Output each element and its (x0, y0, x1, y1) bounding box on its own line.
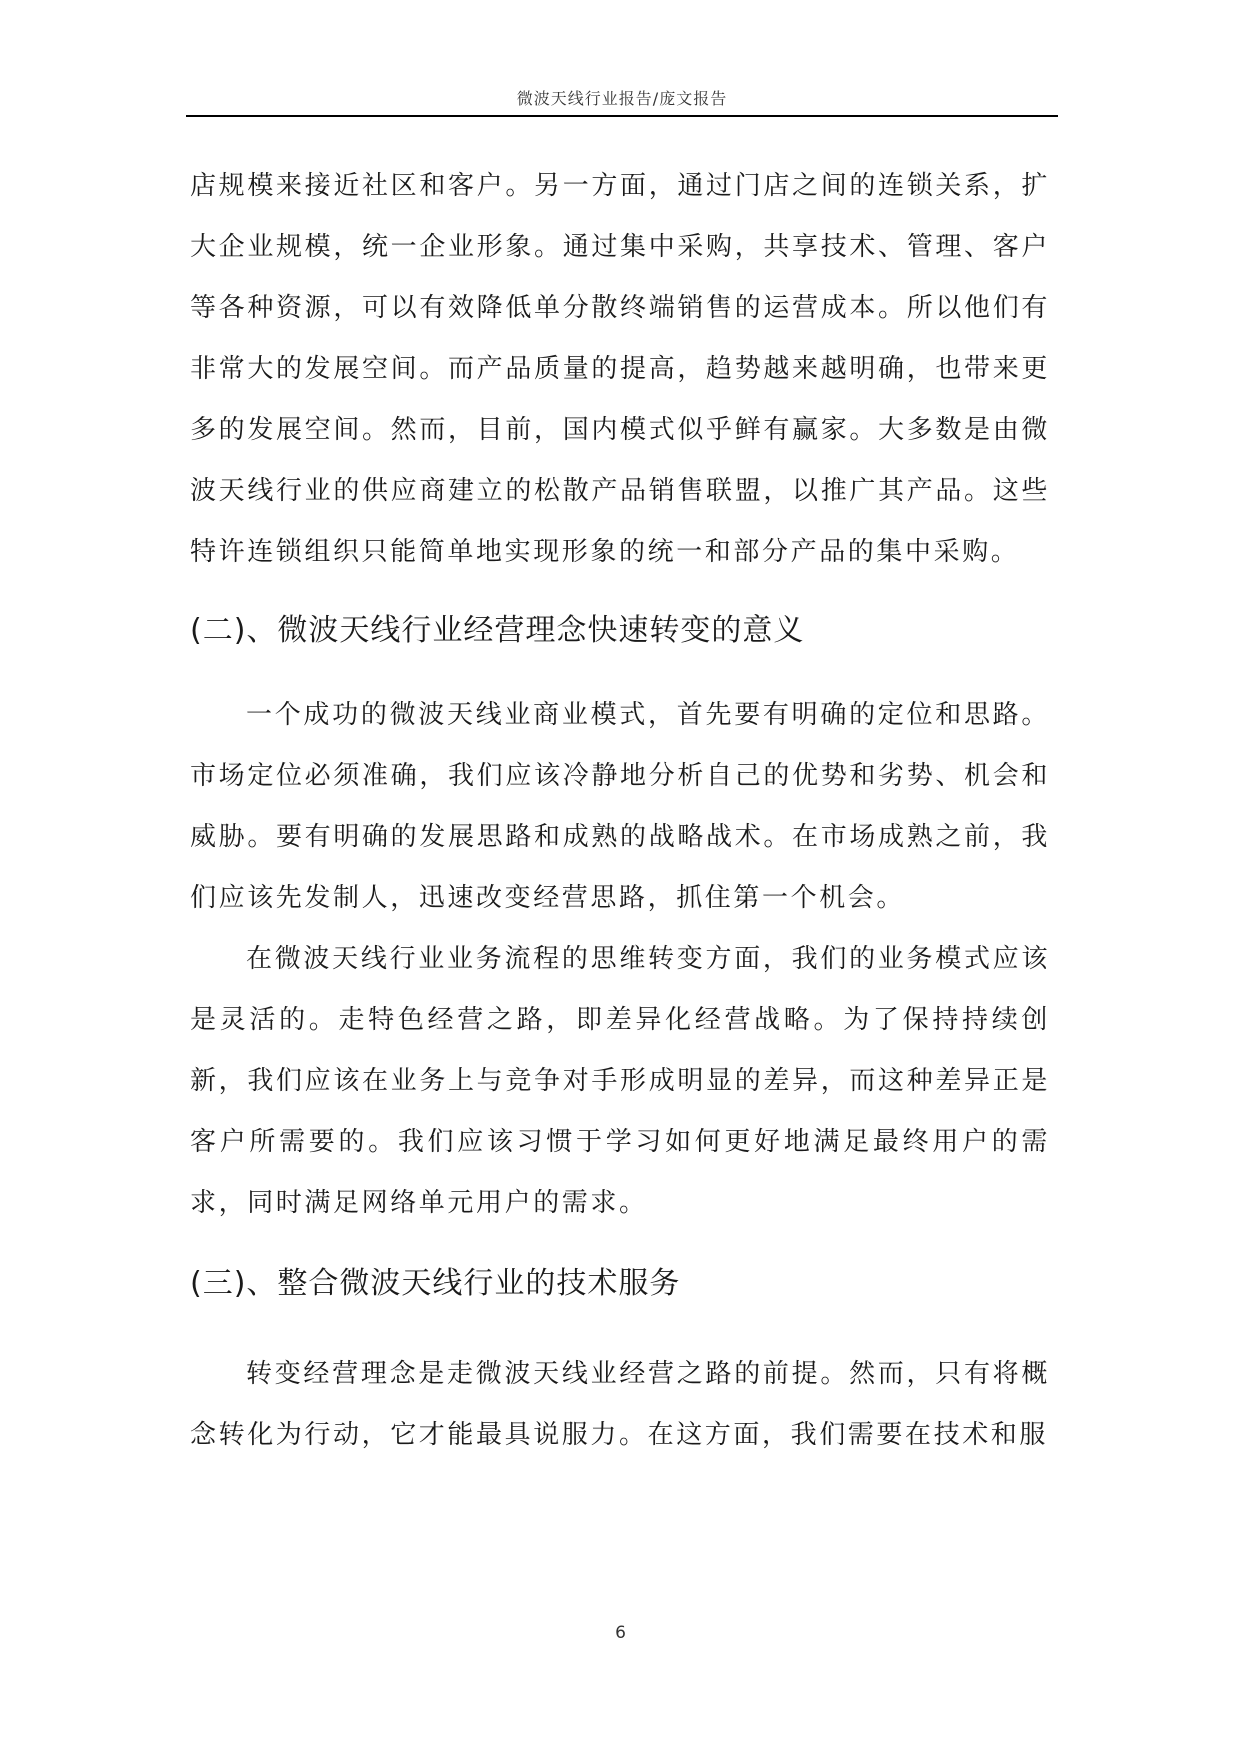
page-body (190, 156, 1050, 1466)
section2-paragraph-2: 在微波天线行业业务流程的思维转变方面，我们的业务模式应该是灵活的。走特色经营之路，即差异化经营战略。为了保持持续创新，我们应该在业务上与竞争对手形成明显的差异，而这种差异正是客户所需要的。我们应该习惯于学习如何更好地满足最终用户的需求，同时满足网络单元用户的需求。 (190, 944, 1050, 1218)
header-rule (186, 115, 1058, 117)
paragraph-continued: 店规模来接近社区和客户。另一方面，通过门店之间的连锁关系，扩大企业规模，统一企业形象。通过集中采购，共享技术、管理、客户等各种资源，可以有效降低单分散终端销售的运营成本。所以他们有非常大的发展空间。而产品质量的提高，趋势越来越明确，也带来更多的发展空间。然而，目前，国内模式似乎鲜有赢家。大多数是由微波天线行业的供应商建立的松散产品销售联盟，以推广其产品。这些特许连锁组织只能简单地实现形象的统一和部分产品的集中采购。 (190, 171, 1050, 567)
running-header: 微波天线行业报告/庞文报告 (516, 89, 728, 108)
section3-paragraph-1: 转变经营理念是走微波天线业经营之路的前提。然而，只有将概念转化为行动，它才能最具说服力。在这方面，我们需要在技术和服 (190, 1359, 1050, 1450)
section-heading-2: (二)、微波天线行业经营理念快速转变的意义 (190, 613, 805, 648)
page-number: 6 (615, 1623, 626, 1643)
section-heading-3: (三)、整合微波天线行业的技术服务 (190, 1266, 681, 1301)
section2-paragraph-1: 一个成功的微波天线业商业模式，首先要有明确的定位和思路。市场定位必须准确，我们应该冷静地分析自己的优势和劣势、机会和威胁。要有明确的发展思路和成熟的战略战术。在市场成熟之前，我们应该先发制人，迅速改变经营思路，抓住第一个机会。 (190, 700, 1050, 913)
